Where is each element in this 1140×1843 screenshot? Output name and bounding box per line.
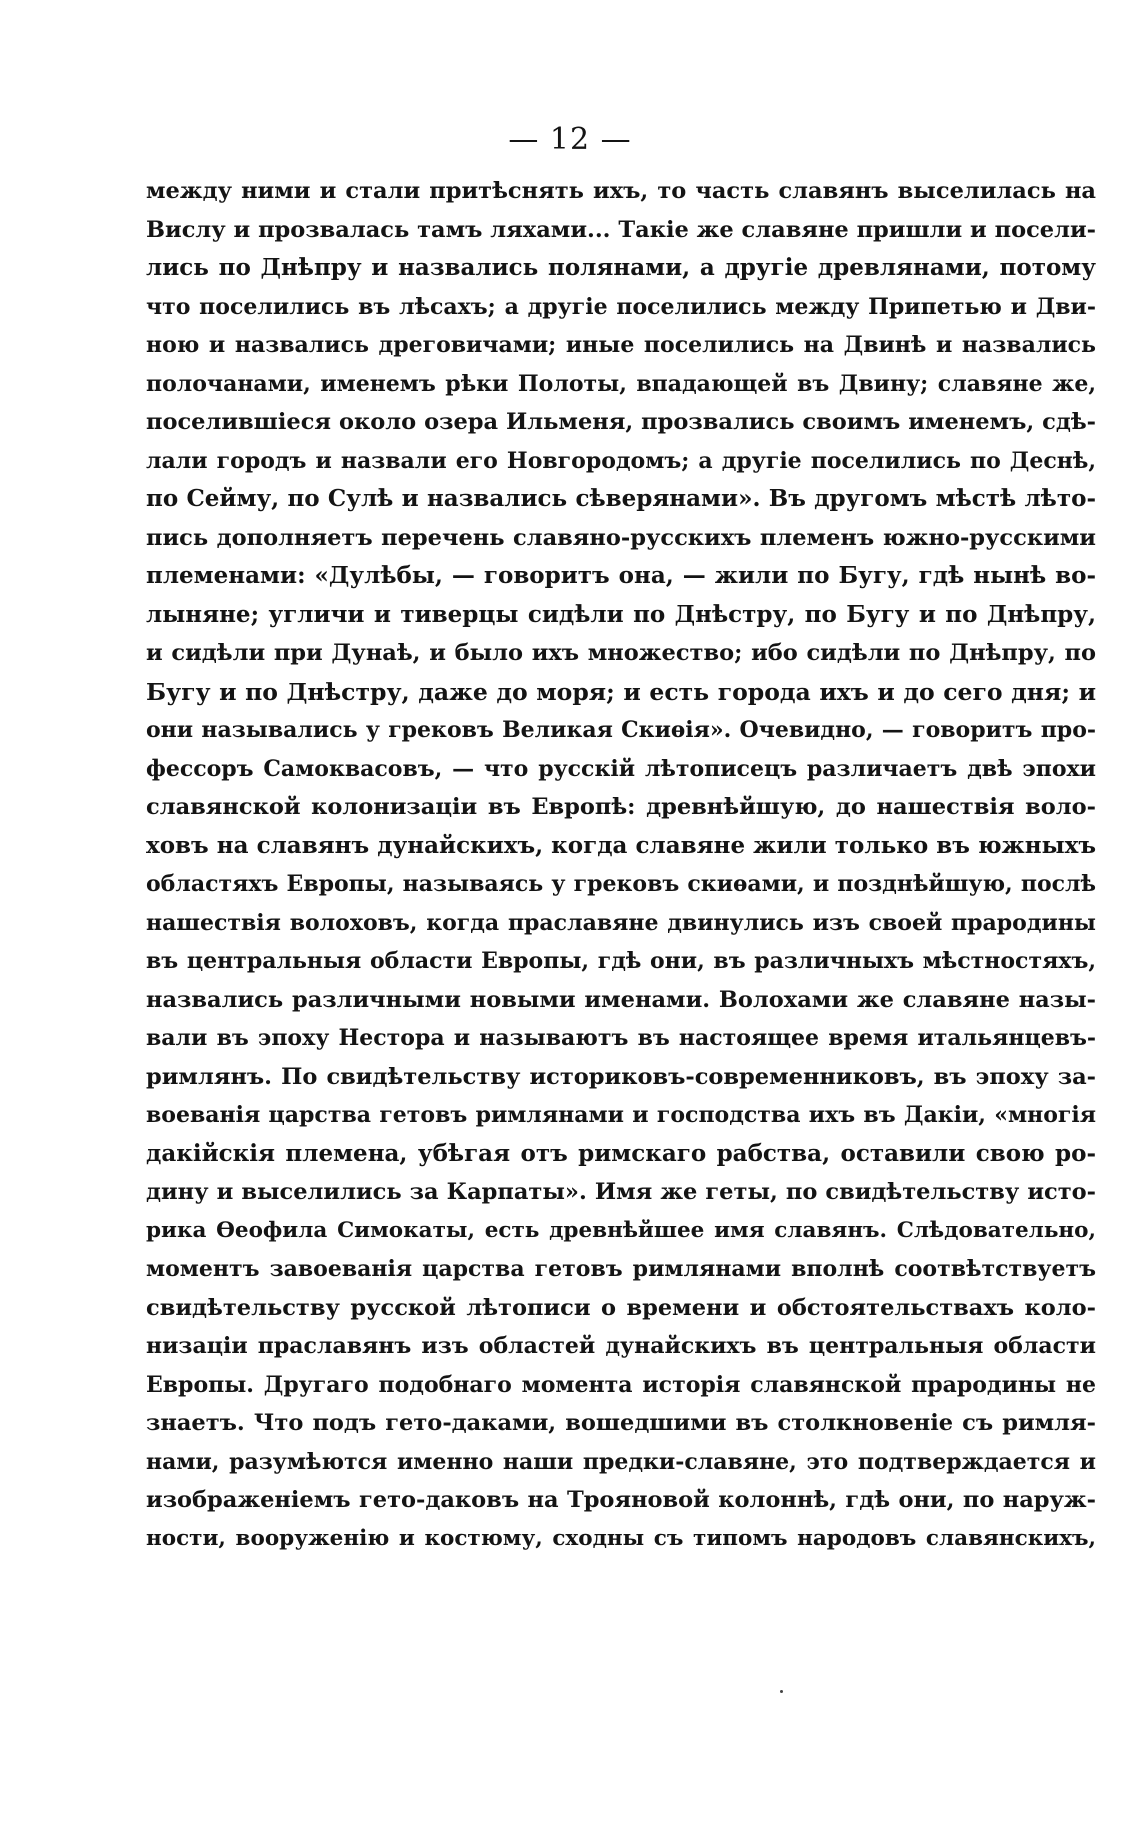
text-line: ности, вооруженію и костюму, сходны съ типомъ народовъ славянскихъ, bbox=[146, 1525, 1096, 1551]
text-line: низаціи праславянъ изъ областей дунайскихъ въ центральныя области bbox=[146, 1333, 1096, 1359]
text-line: и сидѣли при Дунаѣ, и было ихъ множество; ибо сидѣли по Днѣпру, по bbox=[146, 640, 1096, 666]
text-line: фессоръ Самоквасовъ, — что русскій лѣтописецъ различаетъ двѣ эпохи bbox=[146, 755, 1096, 782]
body-text bbox=[146, 172, 1096, 1558]
text-line: рика Ѳеофила Симокаты, есть древнѣйшее имя славянъ. Слѣдовательно, bbox=[146, 1217, 1096, 1243]
text-line: изображеніемъ гето-даковъ на Трояновой колоннѣ, гдѣ они, по наруж- bbox=[146, 1487, 1096, 1513]
print-speck bbox=[780, 1690, 783, 1693]
text-line: моментъ завоеванія царства гетовъ римлянами вполнѣ соотвѣтствуетъ bbox=[146, 1256, 1096, 1282]
text-line: по Сейму, по Сулѣ и назвались сѣверянами». Въ другомъ мѣстѣ лѣто- bbox=[146, 485, 1096, 512]
text-line: нами, разумѣются именно наши предки-славяне, это подтверждается и bbox=[146, 1448, 1096, 1475]
text-line: они назывались у грековъ Великая Скиѳія». Очевидно, — говоритъ про- bbox=[146, 717, 1096, 743]
text-line: лали городъ и назвали его Новгородомъ; а другіе поселились по Деснѣ, bbox=[146, 447, 1096, 474]
text-line: дину и выселились за Карпаты». Имя же геты, по свидѣтельству исто- bbox=[146, 1179, 1096, 1205]
text-line: римлянъ. По свидѣтельству историковъ-современниковъ, въ эпоху за- bbox=[146, 1063, 1096, 1090]
text-line: Европы. Другаго подобнаго момента исторія славянской прародины не bbox=[146, 1371, 1096, 1398]
text-line: что поселились въ лѣсахъ; а другіе поселились между Припетью и Дви- bbox=[146, 293, 1096, 320]
text-line: свидѣтельству русской лѣтописи о времени и обстоятельствахъ коло- bbox=[146, 1294, 1096, 1321]
text-line: племенами: «Дулѣбы, — говоритъ она, — жили по Бугу, гдѣ нынѣ во- bbox=[146, 562, 1096, 589]
text-line: дакійскія племена, убѣгая отъ римскаго рабства, оставили свою ро- bbox=[146, 1139, 1096, 1167]
text-line: нашествія волоховъ, когда праславяне двинулись изъ своей прародины bbox=[146, 909, 1096, 936]
text-line: славянской колонизаціи въ Европѣ: древнѣйшую, до нашествія воло- bbox=[146, 794, 1096, 820]
text-line: воеванія царства гетовъ римлянами и господства ихъ въ Дакіи, «многія bbox=[146, 1102, 1096, 1128]
text-line: ною и назвались дреговичами; иные поселились на Двинѣ и назвались bbox=[146, 332, 1096, 358]
text-line: поселившіеся около озера Ильменя, прозвались своимъ именемъ, сдѣ- bbox=[146, 409, 1096, 435]
text-line: между ними и стали притѣснять ихъ, то часть славянъ выселилась на bbox=[146, 178, 1096, 204]
text-line: Вислу и прозвалась тамъ ляхами... Такіе же славяне пришли и посели- bbox=[146, 216, 1096, 243]
page-number: — 12 — bbox=[508, 122, 632, 157]
text-line: вали въ эпоху Нестора и называютъ въ настоящее время итальянцевъ- bbox=[146, 1025, 1096, 1051]
text-line: лись по Днѣпру и назвались полянами, а другіе древлянами, потому bbox=[146, 254, 1096, 281]
text-line: лыняне; угличи и тиверцы сидѣли по Днѣстру, по Бугу и по Днѣпру, bbox=[146, 600, 1096, 628]
text-line: назвались различными новыми именами. Волохами же славяне назы- bbox=[146, 986, 1096, 1013]
text-line: Бугу и по Днѣстру, даже до моря; и есть города ихъ и до сего дня; и bbox=[146, 677, 1096, 706]
text-line: областяхъ Европы, называясь у грековъ скиѳами, и позднѣйшую, послѣ bbox=[146, 871, 1096, 897]
text-line: полочанами, именемъ рѣки Полоты, впадающей въ Двину; славяне же, bbox=[146, 370, 1096, 397]
text-line: въ центральныя области Европы, гдѣ они, въ различныхъ мѣстностяхъ, bbox=[146, 948, 1096, 974]
text-line: пись дополняетъ перечень славяно-русскихъ племенъ южно-русскими bbox=[146, 524, 1096, 551]
text-line: знаетъ. Что подъ гето-даками, вошедшими въ столкновеніе съ римля- bbox=[146, 1410, 1096, 1436]
text-line: ховъ на славянъ дунайскихъ, когда славяне жили только въ южныхъ bbox=[146, 831, 1096, 859]
